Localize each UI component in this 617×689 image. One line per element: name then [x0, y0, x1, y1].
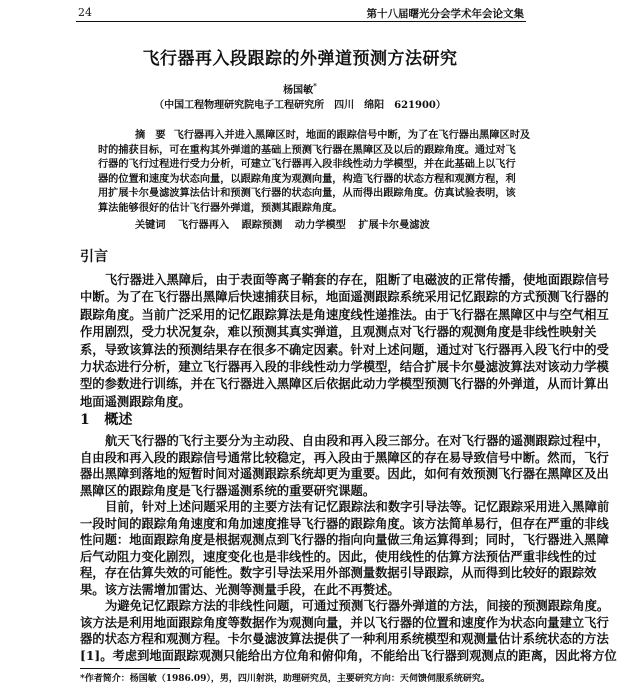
keyword: 飞行器再入	[178, 219, 230, 231]
body-line: 果。该方法需增加雷达、光测等测量手段，在此不再赘述。	[80, 581, 400, 597]
author-name: 杨国敏	[283, 85, 314, 96]
body-line: 系，导致该算法的预测结果存在很多不确定因素。针对上述问题，通过对飞行器再入段飞行中的受	[80, 341, 609, 357]
body-line: 后气动阻力变化剧烈，速度变化也是非线性的。因此，使用线性的估算方法预估严重非线性的过	[80, 548, 597, 564]
keyword: 动力学模型	[294, 219, 346, 231]
author	[0, 81, 600, 96]
body-line: 中断。为了在飞行器出黑障后快速捕获目标，地面遥测跟踪系统采用记忆跟踪的方式预测飞行器的	[80, 289, 609, 305]
keyword: 扩展卡尔曼滤波	[358, 219, 430, 231]
body-line: 作用剧烈，受力状况复杂，难以预测其真实弹道，且观测点对飞行器的观测角度是非线性映射关	[80, 324, 597, 340]
abstract-line: 时的捕获目标，可在重构其外弹道的基础上预测飞行器在黑障区及以后的跟踪角度。通过对飞	[98, 143, 516, 156]
keywords-label: 关键词	[135, 219, 166, 231]
body-line: 自由段和再入段的跟踪信号通常比较稳定，再入段由于黑障区的存在易导致信号中断。然而，飞行	[80, 449, 609, 465]
footnote-rule	[80, 668, 180, 669]
abstract	[98, 128, 531, 215]
section-number: 1	[80, 412, 90, 428]
body-line: [1]。考虑到地面跟踪观测只能给出方位角和俯仰角，不能给出飞行器到观测点的距离，因此将方位	[80, 647, 617, 663]
abstract-line: 用扩展卡尔曼滤波算法估计和预测飞行器的状态向量，从而得出跟踪角度。仿真试验表明，该	[98, 187, 516, 199]
intro-heading: 引言	[80, 249, 108, 265]
body-line: 黑障区的跟踪角度是飞行器遥测系统的重要研究课题。	[80, 482, 376, 498]
intro-body	[80, 271, 610, 410]
body-line: 器的状态方程和观测方程。卡尔曼滤波算法提供了一种利用系统模型和观测量估计系统状态的方法	[80, 631, 609, 646]
section-1-heading	[80, 412, 132, 428]
body-line: 型的参数进行训练，并在飞行器进入黑障区后依据此动力学模型预测飞行器的外弹道，从而计算出	[80, 376, 609, 392]
body-line: 力状态进行分析，建立飞行器再入段的非线性动力学模型，结合扩展卡尔曼滤波算法对该动力学模	[80, 359, 609, 375]
keyword: 跟踪预测	[241, 219, 283, 231]
body-line: 地面遥测跟踪角度。	[80, 393, 191, 409]
running-title: 第十八届曙光分会学术年会论文集	[366, 8, 524, 20]
body-line: 航天飞行器的飞行主要分为主动段、自由段和再入段三部分。在对飞行器的遥测跟踪过程中，	[105, 433, 610, 448]
abstract-text: 飞行器再入并进入黑障区时，地面的跟踪信号中断，为了在飞行器出黑障区时及	[173, 129, 531, 141]
body-line: 该方法是利用地面跟踪角度等数据作为观测向量，并以飞行器的位置和速度作为状态向量建立飞行	[80, 614, 609, 630]
body-line: 程，存在估算失效的可能性。数字引导法采用外部测量数据引导跟踪，从而得到比较好的跟踪效	[80, 565, 597, 580]
paper-title: 飞行器再入段跟踪的外弹道预测方法研究	[142, 49, 458, 69]
body-line: 目前，针对上述问题采用的主要方法有记忆跟踪法和数字引导法等。记忆跟踪采用进入黑障前	[105, 499, 610, 514]
body-line: 一段时间的跟踪角角速度和角加速度推导飞行器的跟踪角度。该方法简单易行，但存在严重的非线	[80, 515, 609, 531]
abstract-line: 算法能够很好的估计飞行器外弹道，预测其跟踪角度。	[98, 201, 343, 214]
body-line: 为避免记忆跟踪方法的非线性问题，可通过预测飞行器外弹道的方法，间接的预测跟踪角度。	[105, 598, 610, 613]
abstract-line: 行器的飞行过程进行受力分析，可建立飞行器再入段非线性动力学模型，并在此基础上以飞行	[98, 158, 516, 170]
author-footnote: *作者简介：杨国敏（1986.09），男，四川射洪，助理研究员，主要研究方向：天伺馈伺服系统研究。	[80, 674, 490, 684]
body-line: 跟踪角度。当前广泛采用的记忆跟踪算法是角速度线性递推法。由于飞行器在黑障区中与空气相互	[80, 306, 609, 322]
section-title: 概述	[104, 412, 133, 428]
section-1-body	[80, 433, 617, 664]
author-footnote-mark: *	[313, 81, 317, 91]
affiliation: （中国工程物理研究院电子工程研究所 四川 绵阳 621900）	[154, 100, 446, 111]
page-number: 24	[78, 6, 92, 19]
header-rule	[76, 21, 526, 22]
abstract-label: 摘 要	[135, 129, 166, 141]
abstract-line	[98, 128, 531, 143]
body-line: 性问题：地面跟踪角度是根据观测点到飞行器的指向向量做三角运算得到；同时，飞行器进入黑障	[80, 532, 609, 547]
body-line: 飞行器进入黑障后，由于表面等离子鞘套的存在，阻断了电磁波的正常传播，使地面跟踪信号	[105, 272, 610, 287]
body-line: 器出黑障到落地的短暂时间对遥测跟踪系统却更为重要。因此，如何有效预测飞行器在黑障区及出	[80, 466, 609, 481]
keywords	[135, 219, 439, 232]
abstract-line: 器的位置和速度为状态向量，以跟踪角度为观测向量，构造飞行器的状态方程和观测方程，利	[98, 172, 516, 185]
